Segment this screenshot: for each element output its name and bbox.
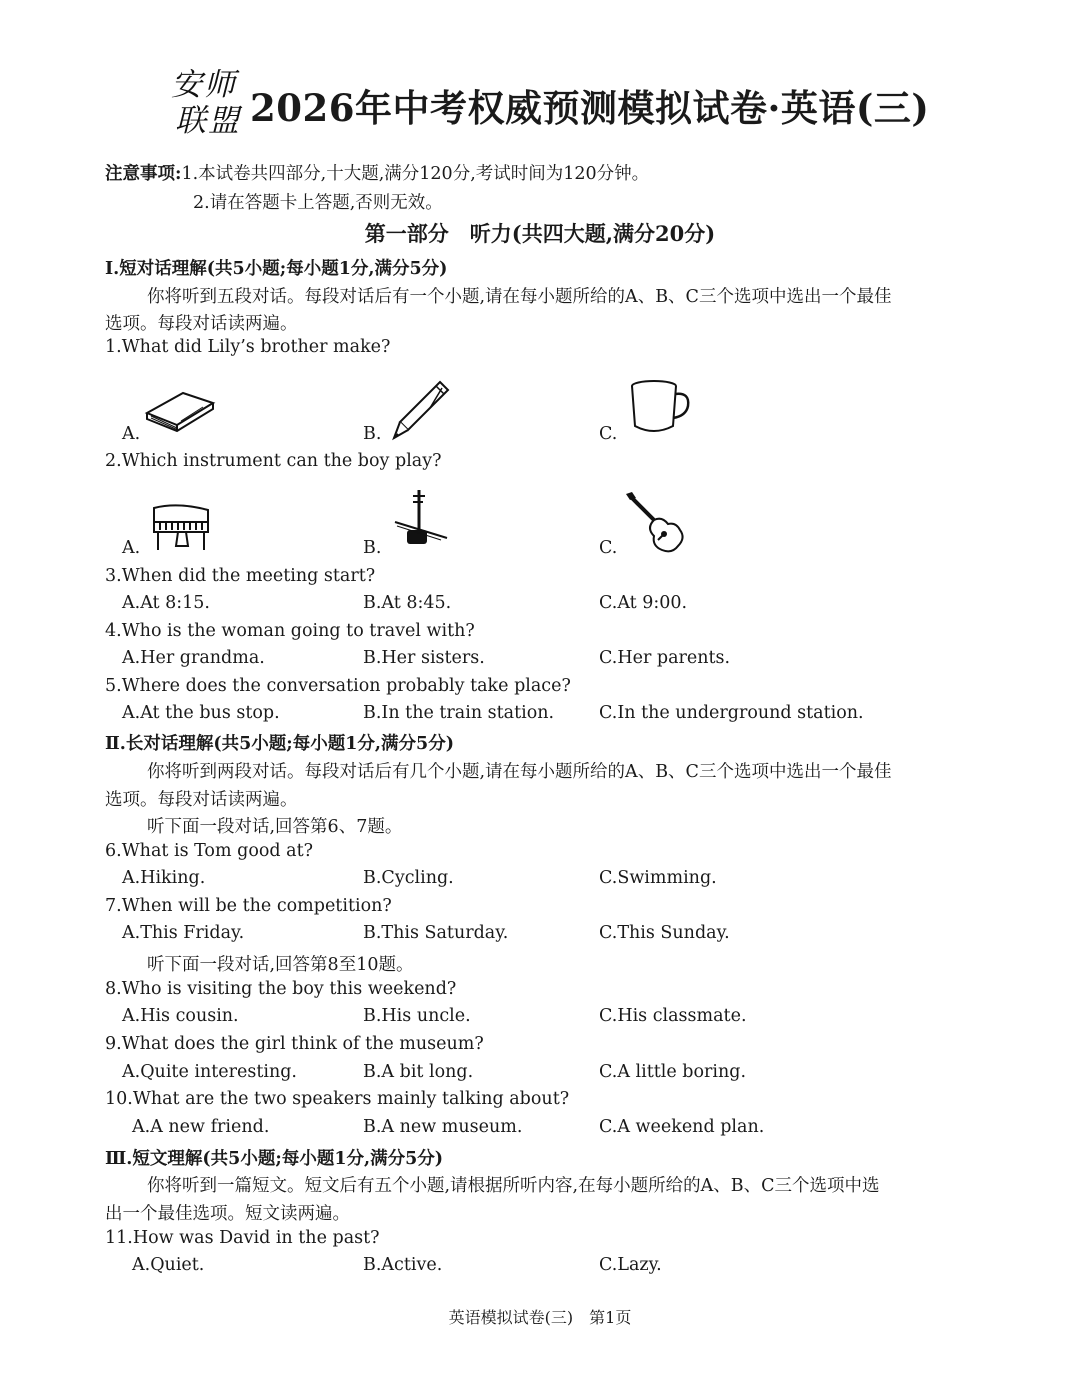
question-10-option-a: A.A new friend.: [132, 1117, 270, 1137]
section-2-instruction-2: 选项。每段对话读两遍。: [105, 790, 298, 810]
question-9-option-b: B.A bit long.: [363, 1062, 474, 1082]
notice-line-1: [105, 160, 649, 185]
question-11-stem: 11.How was David in the past?: [105, 1228, 380, 1248]
question-3-option-c: C.At 9:00.: [599, 593, 688, 613]
section-1-instruction-1: 你将听到五段对话。每段对话后有一个小题,请在每小题所给的A、B、C三个选项中选出一个最佳: [147, 287, 892, 307]
pen-icon: [390, 378, 454, 442]
question-5-stem: 5.Where does the conversation probably take place?: [105, 676, 571, 696]
question-3-option-a: A.At 8:15.: [122, 593, 210, 613]
question-9-option-c: C.A little boring.: [599, 1062, 747, 1082]
question-5-option-b: B.In the train station.: [363, 703, 555, 723]
question-10-option-b: B.A new museum.: [363, 1117, 523, 1137]
question-9-option-a: A.Quite interesting.: [122, 1062, 297, 1082]
cup-icon: [628, 378, 694, 436]
book-icon: [143, 383, 217, 433]
section-2-instruction-1: 你将听到两段对话。每段对话后有几个小题,请在每小题所给的A、B、C三个选项中选出一个最佳: [147, 762, 892, 782]
question-7-option-c: C.This Sunday.: [599, 923, 730, 943]
question-11-option-b: B.Active.: [363, 1255, 443, 1275]
piano-icon: [148, 500, 214, 554]
question-6-option-b: B.Cycling.: [363, 868, 454, 888]
question-1-option-c: C.: [599, 424, 618, 444]
question-1-option-a: A.: [122, 424, 141, 444]
question-7-stem: 7.When will be the competition?: [105, 896, 392, 916]
section-2-subinstruction-1: 听下面一段对话,回答第6、7题。: [147, 817, 403, 837]
question-7-option-b: B.This Saturday.: [363, 923, 509, 943]
question-3-stem: 3.When did the meeting start?: [105, 566, 376, 586]
part-1-title: 第一部分 听力(共四大题,满分20分): [364, 221, 716, 246]
notice-label: 注意事项:: [105, 164, 182, 184]
section-2-subinstruction-2: 听下面一段对话,回答第8至10题。: [147, 955, 414, 975]
question-2-option-c: C.: [599, 538, 618, 558]
section-1-instruction-2: 选项。每段对话读两遍。: [105, 314, 298, 334]
question-1-stem: 1.What did Lily’s brother make?: [105, 337, 391, 357]
question-2-stem: 2.Which instrument can the boy play?: [105, 451, 442, 471]
notice-item-1: 1.本试卷共四部分,十大题,满分120分,考试时间为120分钟。: [181, 164, 650, 184]
question-6-option-c: C.Swimming.: [599, 868, 717, 888]
question-11-option-a: A.Quiet.: [132, 1255, 205, 1275]
section-1-heading: Ⅰ.短对话理解(共5小题;每小题1分,满分5分): [105, 259, 448, 279]
erhu-icon: [393, 488, 449, 550]
section-2-heading: Ⅱ.长对话理解(共5小题;每小题1分,满分5分): [105, 734, 454, 754]
question-8-option-b: B.His uncle.: [363, 1006, 471, 1026]
question-1-option-b: B.: [363, 424, 382, 444]
guitar-icon: [622, 490, 688, 556]
question-2-option-b: B.: [363, 538, 382, 558]
question-5-option-c: C.In the underground station.: [599, 703, 864, 723]
notice-item-2: 2.请在答题卡上答题,否则无效。: [193, 193, 443, 213]
logo-line-2: 联盟: [175, 103, 241, 139]
question-6-stem: 6.What is Tom good at?: [105, 841, 314, 861]
logo-line-1: 安师: [171, 67, 237, 103]
question-10-stem: 10.What are the two speakers mainly talking about?: [105, 1089, 570, 1109]
question-11-option-c: C.Lazy.: [599, 1255, 662, 1275]
question-3-option-b: B.At 8:45.: [363, 593, 452, 613]
question-9-stem: 9.What does the girl think of the museum?: [105, 1034, 484, 1054]
question-4-stem: 4.Who is the woman going to travel with?: [105, 621, 475, 641]
question-5-option-a: A.At the bus stop.: [122, 703, 280, 723]
question-2-option-a: A.: [122, 538, 141, 558]
question-7-option-a: A.This Friday.: [122, 923, 245, 943]
section-3-heading: Ⅲ.短文理解(共5小题;每小题1分,满分5分): [105, 1149, 444, 1169]
question-4-option-c: C.Her parents.: [599, 648, 731, 668]
union-logo: [165, 68, 247, 142]
question-4-option-a: A.Her grandma.: [122, 648, 265, 668]
exam-title: 2026年中考权威预测模拟试卷·英语(三): [250, 86, 930, 130]
question-10-option-c: C.A weekend plan.: [599, 1117, 765, 1137]
question-6-option-a: A.Hiking.: [122, 868, 206, 888]
question-8-stem: 8.Who is visiting the boy this weekend?: [105, 979, 457, 999]
section-3-instruction-1: 你将听到一篇短文。短文后有五个小题,请根据所听内容,在每小题所给的A、B、C三个选项中选: [147, 1176, 880, 1196]
question-8-option-a: A.His cousin.: [122, 1006, 239, 1026]
question-4-option-b: B.Her sisters.: [363, 648, 485, 668]
section-3-instruction-2: 出一个最佳选项。短文读两遍。: [105, 1204, 350, 1224]
question-8-option-c: C.His classmate.: [599, 1006, 747, 1026]
page-footer: 英语模拟试卷(三) 第1页: [448, 1308, 632, 1327]
